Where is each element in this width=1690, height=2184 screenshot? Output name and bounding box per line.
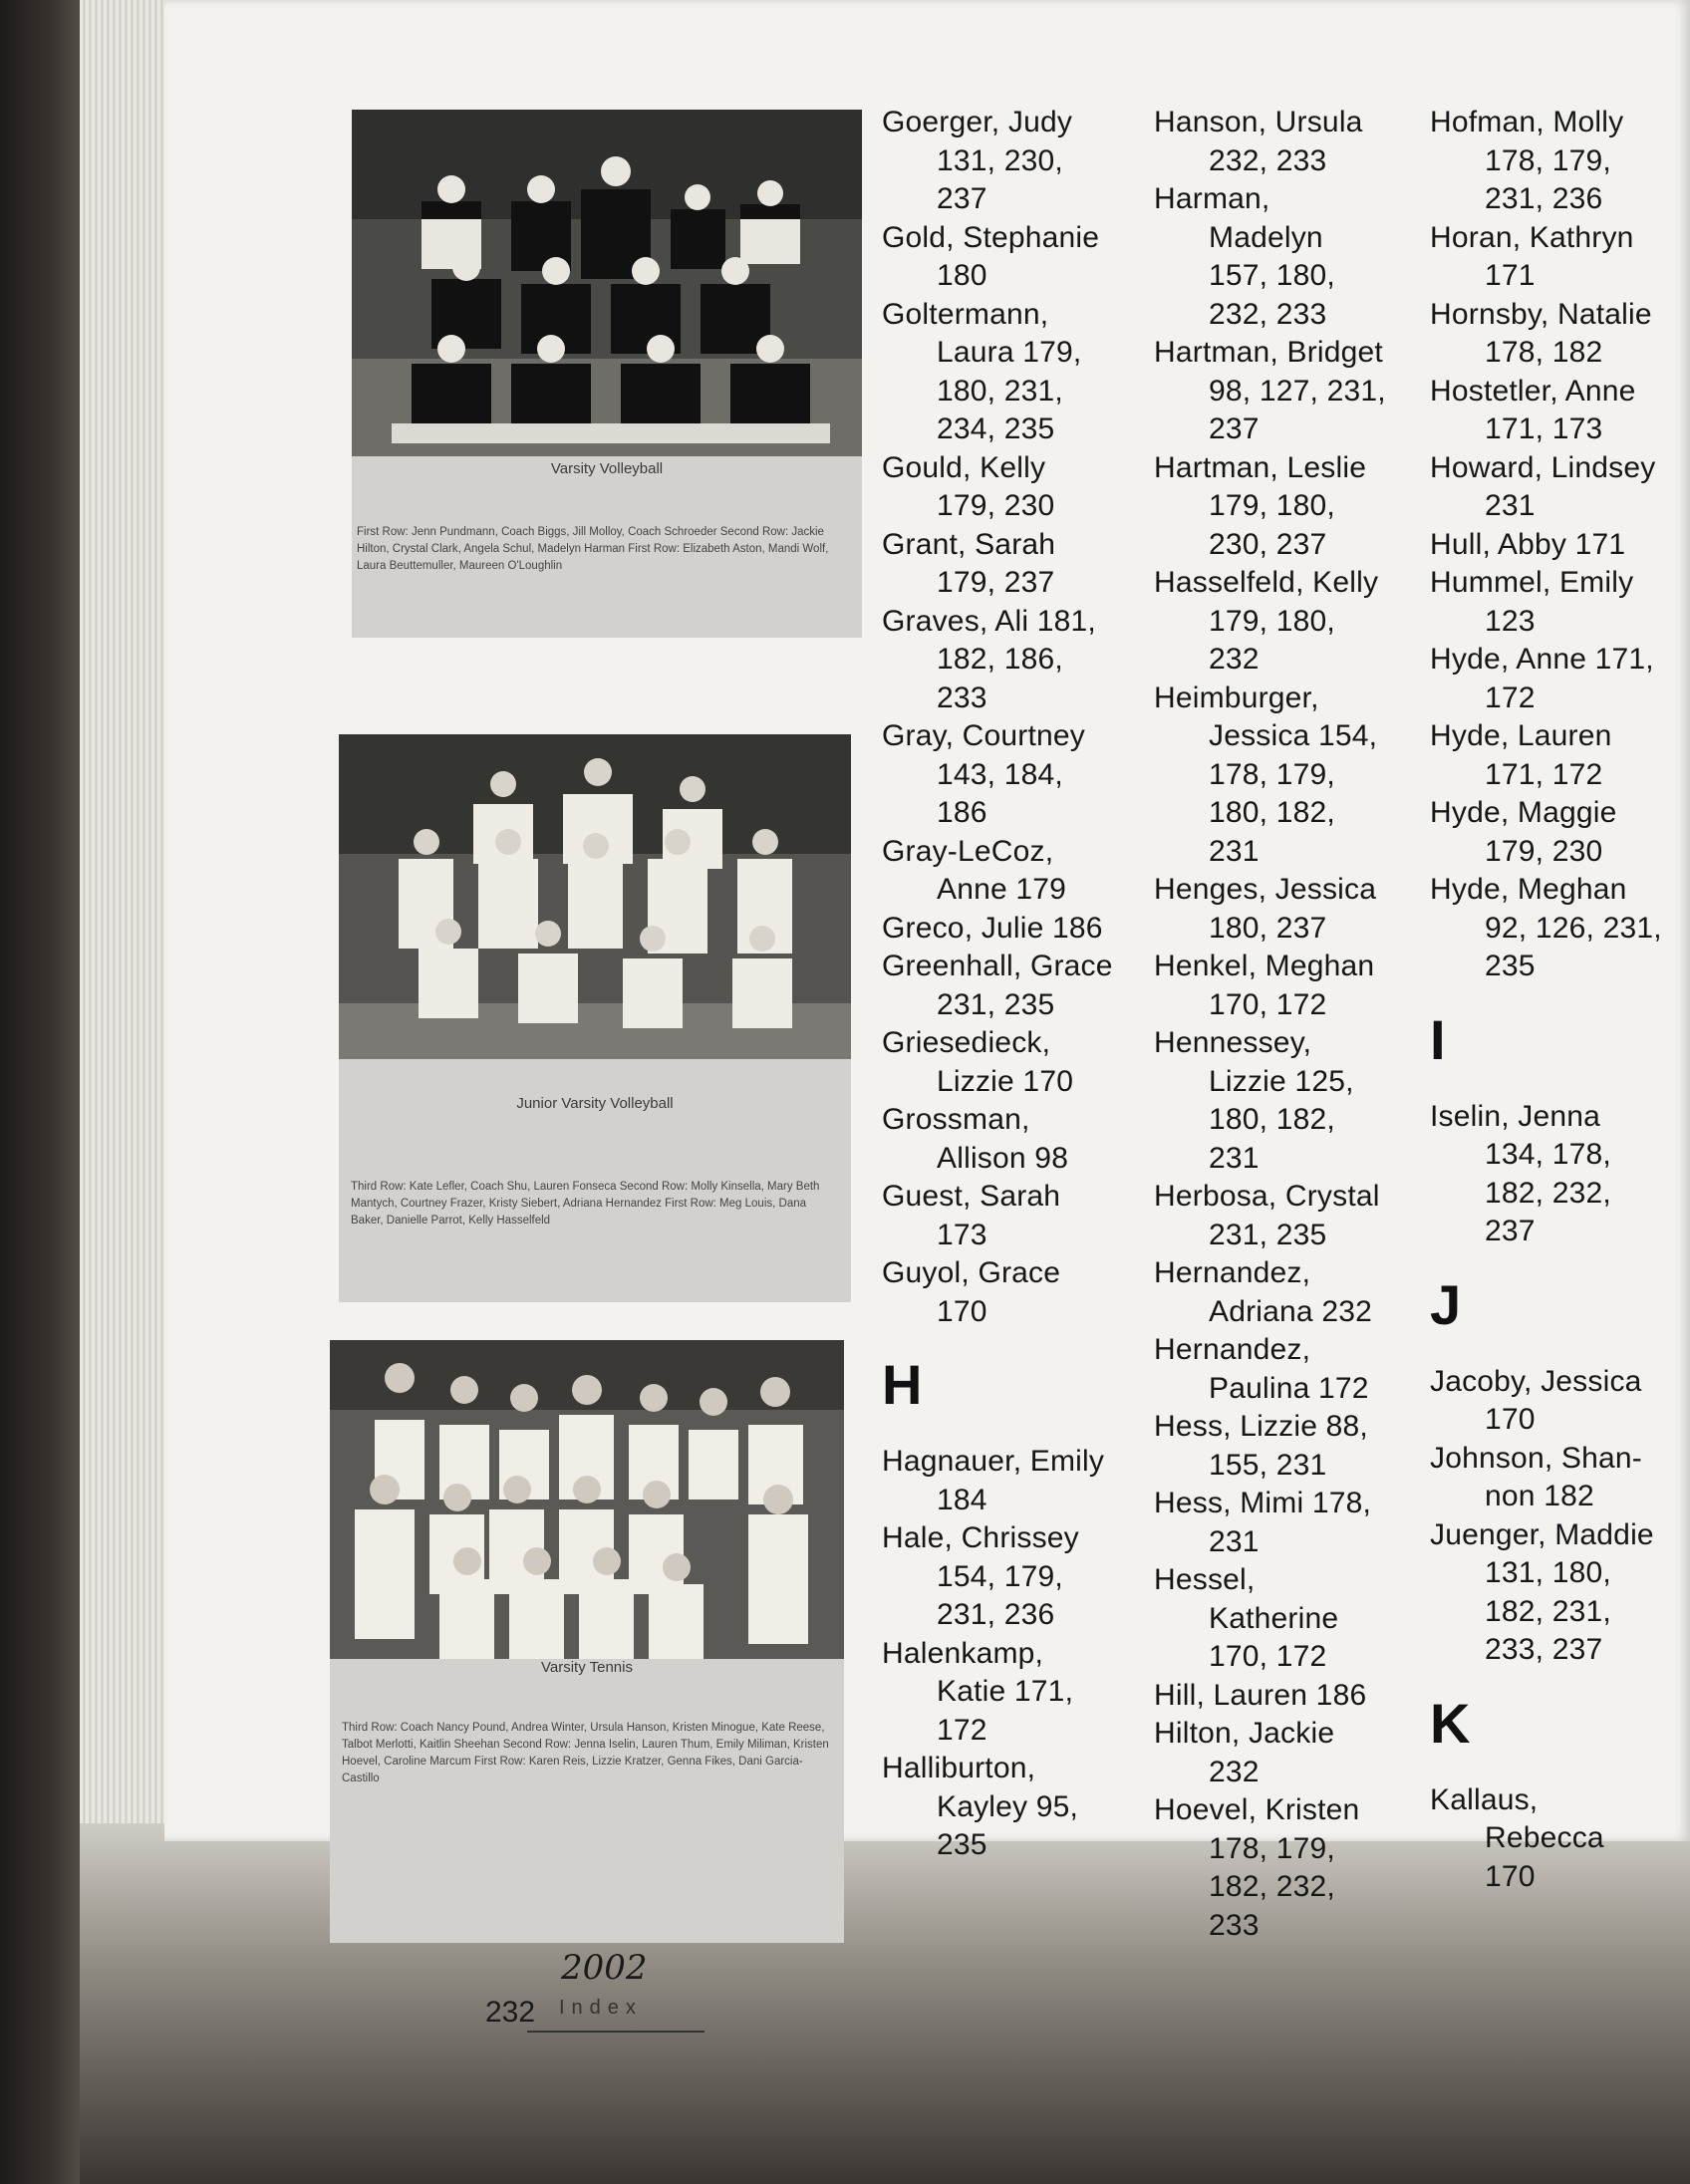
index-entry-pages: non 182 bbox=[1485, 1480, 1594, 1512]
index-entry-pages: 234, 235 bbox=[937, 412, 1055, 445]
yearbook-page bbox=[164, 0, 1690, 2029]
index-entry-pages: Lizzie 125, bbox=[1209, 1064, 1354, 1098]
index-entry bbox=[1430, 1440, 1689, 1516]
index-entry bbox=[882, 526, 1141, 603]
index-entry-pages: 231, 235 bbox=[1209, 1218, 1327, 1251]
index-entry bbox=[1430, 794, 1689, 871]
index-entry-pages: 172 bbox=[937, 1713, 987, 1747]
index-entry bbox=[1154, 948, 1423, 1024]
index-entry-pages: 231, 235 bbox=[937, 987, 1055, 1021]
index-entry-pages: Kayley 95, bbox=[937, 1789, 1079, 1823]
index-entry-name: Greco, Julie 186 bbox=[882, 911, 1103, 945]
index-entry-pages: 232, 233 bbox=[1209, 297, 1327, 331]
index-entry-pages: Madelyn bbox=[1209, 220, 1323, 254]
index-entry-name: Hagnauer, Emily bbox=[882, 1445, 1105, 1478]
index-entry bbox=[1154, 1485, 1423, 1561]
index-entry-name: Herbosa, Crystal bbox=[1154, 1180, 1380, 1213]
index-entry-pages: 123 bbox=[1485, 604, 1536, 638]
index-entry-name: Henges, Jessica bbox=[1154, 873, 1377, 906]
index-entry bbox=[1430, 1781, 1689, 1897]
index-entry-pages: 232 bbox=[1209, 1755, 1260, 1788]
index-entry bbox=[882, 1443, 1141, 1519]
index-entry-pages: 179, 180, bbox=[1209, 489, 1335, 522]
index-entry-pages: 134, 178, bbox=[1485, 1138, 1611, 1171]
index-entry-name: Goltermann, bbox=[882, 297, 1049, 331]
index-entry bbox=[1154, 1791, 1423, 1945]
index-entry-name: Hull, Abby 171 bbox=[1430, 527, 1626, 561]
index-entry-name: Gould, Kelly bbox=[882, 450, 1046, 484]
index-entry-name: Iselin, Jenna bbox=[1430, 1099, 1601, 1133]
index-entry bbox=[1430, 219, 1689, 296]
index-entry bbox=[1430, 526, 1689, 565]
index-entry bbox=[1154, 1254, 1423, 1331]
index-entry-name: Kallaus, bbox=[1430, 1782, 1539, 1816]
index-entry-name: Grant, Sarah bbox=[882, 527, 1056, 561]
index-entry bbox=[1154, 1677, 1423, 1716]
index-entry bbox=[1154, 449, 1423, 565]
index-entry-name: Goerger, Judy bbox=[882, 106, 1073, 138]
photo-panel-varsity-volleyball bbox=[352, 110, 862, 638]
index-entry-pages: 179, 230 bbox=[937, 489, 1055, 522]
index-entry-pages: 170, 172 bbox=[1209, 1640, 1327, 1673]
section-label: Index bbox=[559, 1997, 643, 2019]
photo-panel-junior-varsity-volleyball bbox=[339, 734, 851, 1302]
index-entry-name: Halenkamp, bbox=[882, 1636, 1044, 1670]
index-entry bbox=[882, 219, 1141, 296]
index-entry bbox=[882, 104, 1141, 219]
index-entry-pages: 173 bbox=[937, 1218, 987, 1251]
index-entry-pages: 179, 180, bbox=[1209, 604, 1335, 638]
index-entry-name: Heimburger, bbox=[1154, 681, 1319, 714]
index-column-1 bbox=[882, 104, 1141, 1865]
index-entry-pages: 178, 179, bbox=[1485, 143, 1611, 177]
index-entry-name: Henkel, Meghan bbox=[1154, 950, 1375, 982]
index-entry-pages: 170 bbox=[1485, 1859, 1536, 1893]
index-entry-pages: 172 bbox=[1485, 681, 1536, 714]
index-entry-pages: 170 bbox=[937, 1294, 987, 1328]
index-entry bbox=[882, 833, 1141, 910]
index-entry-name: Hyde, Anne 171, bbox=[1430, 643, 1654, 676]
index-entry-pages: 178, 182 bbox=[1485, 336, 1603, 369]
index-entry-pages: 233 bbox=[937, 681, 987, 714]
photo-title: Varsity Tennis bbox=[541, 1659, 633, 1676]
index-entry-pages: 233, 237 bbox=[1485, 1633, 1603, 1666]
index-entry bbox=[882, 603, 1141, 718]
index-entry-pages: 180, 182, bbox=[1209, 1103, 1335, 1136]
photo-caption: First Row: Jenn Pundmann, Coach Biggs, Jill Molloy, Coach Schroeder Second Row: Jackie Hilton, Crystal Clark, Angela Schul, Madelyn Harman First Row: Elizabeth Aston, Mandi Wolf, Laura Beuttemuller, Maureen O'Loughlin bbox=[357, 526, 829, 572]
index-entry-pages: 231 bbox=[1485, 489, 1536, 522]
index-entry-pages: Paulina 172 bbox=[1209, 1371, 1369, 1405]
index-entry-name: Johnson, Shan- bbox=[1430, 1441, 1642, 1475]
index-entry-pages: 231 bbox=[1209, 834, 1260, 868]
index-entry bbox=[1154, 680, 1423, 872]
index-entry-name: Hyde, Maggie bbox=[1430, 796, 1617, 829]
index-column-2 bbox=[1154, 104, 1423, 1945]
index-entry-pages: 182, 232, bbox=[1209, 1870, 1335, 1903]
index-entry-name: Hummel, Emily bbox=[1430, 566, 1634, 599]
page-edges bbox=[80, 0, 169, 1853]
index-entry bbox=[1154, 871, 1423, 948]
index-entry-pages: Katie 171, bbox=[937, 1675, 1074, 1708]
index-entry-name: Juenger, Maddie bbox=[1430, 1517, 1654, 1551]
index-entry bbox=[882, 1750, 1141, 1865]
team-photo bbox=[352, 110, 862, 456]
photo-caption: Third Row: Coach Nancy Pound, Andrea Winter, Ursula Hanson, Kristen Minogue, Kate Reese, Talbot Merlotti, Kaitlin Sheehan Second Row: Jenna Iselin, Lauren Thum, Emily Miliman, Kristen Hoevel, Caroline Marcum First Row: Karen Reis, Lizzie Kratzer, Genna Fikes, Dani Garcia-Castillo bbox=[342, 1722, 829, 1784]
index-entry-pages: Laura 179, bbox=[937, 336, 1082, 369]
index-entry-pages: 170 bbox=[1485, 1403, 1536, 1436]
index-entry-pages: 230, 237 bbox=[1209, 527, 1327, 561]
index-entry bbox=[882, 717, 1141, 833]
index-entry bbox=[1430, 1098, 1689, 1251]
index-entry-pages: 233 bbox=[1209, 1908, 1260, 1942]
index-entry-pages: Lizzie 170 bbox=[937, 1064, 1074, 1098]
index-entry-pages: 131, 230, bbox=[937, 143, 1063, 177]
index-entry-pages: 231 bbox=[1209, 1141, 1260, 1175]
index-entry-pages: 143, 184, bbox=[937, 757, 1063, 791]
index-entry-name: Grossman, bbox=[882, 1103, 1030, 1136]
index-entry-pages: 157, 180, bbox=[1209, 259, 1335, 292]
index-entry-name: Hessel, bbox=[1154, 1563, 1256, 1596]
index-entry bbox=[882, 296, 1141, 449]
index-entry-name: Gray, Courtney bbox=[882, 719, 1085, 752]
index-entry-pages: Rebecca bbox=[1485, 1821, 1604, 1854]
index-entry-pages: 231 bbox=[1209, 1524, 1260, 1558]
index-entry-pages: 182, 232, bbox=[1485, 1176, 1611, 1210]
index-entry-name: Griesedieck, bbox=[882, 1026, 1051, 1059]
index-entry-pages: 232, 233 bbox=[1209, 143, 1327, 177]
index-entry-pages: 171, 172 bbox=[1485, 757, 1603, 791]
index-entry-pages: 179, 230 bbox=[1485, 834, 1603, 868]
index-column-3 bbox=[1430, 104, 1689, 1896]
index-entry-pages: Anne 179 bbox=[937, 873, 1067, 906]
index-entry-pages: 92, 126, 231, bbox=[1485, 911, 1662, 945]
index-entry-pages: 180, 237 bbox=[1209, 911, 1327, 945]
index-entry-pages: 237 bbox=[1209, 412, 1260, 445]
index-entry bbox=[1430, 449, 1689, 526]
index-entry-pages: 186 bbox=[937, 796, 987, 829]
index-entry-name: Hartman, Bridget bbox=[1154, 336, 1383, 369]
index-entry-pages: 170, 172 bbox=[1209, 987, 1327, 1021]
index-entry-name: Harman, bbox=[1154, 182, 1270, 215]
index-entry bbox=[1154, 180, 1423, 334]
index-entry-pages: 154, 179, bbox=[937, 1559, 1063, 1593]
index-entry bbox=[1430, 104, 1689, 219]
index-entry bbox=[1154, 1024, 1423, 1178]
index-entry-pages: 235 bbox=[1485, 950, 1536, 982]
index-entry bbox=[1430, 641, 1689, 717]
photo-caption: Third Row: Kate Lefler, Coach Shu, Lauren Fonseca Second Row: Molly Kinsella, Mary Beth Mantych, Courtney Frazer, Kristy Siebert, Adriana Hernandez First Row: Meg Louis, Dana Baker, Danielle Parrot, Kelly Hasselfeld bbox=[351, 1181, 820, 1227]
team-photo bbox=[330, 1340, 844, 1659]
index-entry-name: Hofman, Molly bbox=[1430, 106, 1624, 138]
index-entry-pages: 180 bbox=[937, 259, 987, 292]
team-photo bbox=[339, 734, 851, 1059]
photo-title: Junior Varsity Volleyball bbox=[516, 1095, 674, 1112]
index-entry-pages: 180, 231, bbox=[937, 374, 1063, 408]
index-entry-name: Guyol, Grace bbox=[882, 1256, 1061, 1289]
index-entry-pages: 178, 179, bbox=[1209, 757, 1335, 791]
index-entry-name: Hyde, Meghan bbox=[1430, 873, 1627, 906]
index-entry-name: Hill, Lauren 186 bbox=[1154, 1678, 1367, 1712]
photo-title: Varsity Volleyball bbox=[550, 460, 664, 477]
index-entry-name: Hyde, Lauren bbox=[1430, 719, 1612, 752]
index-entry-name: Greenhall, Grace bbox=[882, 950, 1113, 982]
index-entry bbox=[1154, 1331, 1423, 1408]
index-entry bbox=[1430, 717, 1689, 794]
index-entry-pages: 180, 182, bbox=[1209, 796, 1335, 829]
index-entry-pages: 155, 231 bbox=[1209, 1448, 1327, 1482]
index-entry-name: Gray-LeCoz, bbox=[882, 834, 1054, 868]
index-entry bbox=[882, 948, 1141, 1024]
index-entry bbox=[882, 1635, 1141, 1751]
index-entry bbox=[1430, 1516, 1689, 1670]
index-entry bbox=[1430, 564, 1689, 641]
index-entry bbox=[1154, 1178, 1423, 1254]
book-binding bbox=[0, 0, 88, 2184]
index-entry bbox=[1154, 334, 1423, 449]
index-entry-pages: 231, 236 bbox=[937, 1598, 1055, 1631]
index-entry-name: Hennessey, bbox=[1154, 1026, 1312, 1059]
index-entry-pages: 184 bbox=[937, 1483, 987, 1516]
index-entry bbox=[882, 910, 1141, 949]
footer-rule bbox=[527, 2031, 704, 2033]
index-entry-name: Hornsby, Natalie bbox=[1430, 297, 1652, 331]
index-entry bbox=[1430, 373, 1689, 449]
index-entry-name: Jacoby, Jessica bbox=[1430, 1364, 1642, 1398]
index-entry-name: Gold, Stephanie bbox=[882, 220, 1100, 254]
photo-panel-varsity-tennis bbox=[330, 1340, 844, 1943]
index-entry-pages: Adriana 232 bbox=[1209, 1294, 1372, 1328]
index-entry-pages: 182, 231, bbox=[1485, 1594, 1611, 1628]
letter-heading-h: H bbox=[882, 1353, 923, 1416]
index-entry bbox=[882, 1024, 1141, 1101]
index-entry-pages: Jessica 154, bbox=[1209, 719, 1378, 752]
index-entry-name: Hanson, Ursula bbox=[1154, 106, 1363, 138]
index-entry-pages: 171, 173 bbox=[1485, 412, 1603, 445]
index-entry bbox=[882, 1178, 1141, 1254]
index-entry bbox=[882, 1519, 1141, 1635]
page-number: 232 bbox=[485, 1996, 536, 2029]
handwritten-year: 2002 bbox=[561, 1948, 648, 1988]
index-entry bbox=[1154, 104, 1423, 180]
index-entry-name: Hernandez, bbox=[1154, 1333, 1311, 1366]
index-entry-name: Hess, Mimi 178, bbox=[1154, 1487, 1372, 1519]
index-entry bbox=[1154, 1715, 1423, 1791]
index-entry-name: Graves, Ali 181, bbox=[882, 604, 1096, 638]
index-entry-name: Hostetler, Anne bbox=[1430, 374, 1636, 408]
index-entry bbox=[1430, 296, 1689, 373]
index-entry-pages: 179, 237 bbox=[937, 566, 1055, 599]
index-entry-pages: 237 bbox=[937, 182, 987, 215]
index-entry-pages: 98, 127, 231, bbox=[1209, 374, 1386, 408]
index-entry bbox=[1154, 1408, 1423, 1485]
index-entry-pages: 235 bbox=[937, 1828, 987, 1861]
index-entry bbox=[1154, 1561, 1423, 1677]
index-entry-name: Hartman, Leslie bbox=[1154, 450, 1367, 484]
index-entry-name: Hess, Lizzie 88, bbox=[1154, 1410, 1368, 1443]
index-entry-pages: 171 bbox=[1485, 259, 1536, 292]
index-entry-name: Halliburton, bbox=[882, 1752, 1036, 1784]
index-entry-name: Hasselfeld, Kelly bbox=[1154, 566, 1379, 599]
index-entry-name: Hilton, Jackie bbox=[1154, 1717, 1335, 1750]
index-entry-name: Horan, Kathryn bbox=[1430, 220, 1634, 254]
index-entry bbox=[882, 449, 1141, 526]
letter-heading-k: K bbox=[1430, 1691, 1471, 1755]
index-entry bbox=[882, 1254, 1141, 1331]
index-entry-pages: Katherine bbox=[1209, 1601, 1339, 1635]
index-entry-name: Hernandez, bbox=[1154, 1256, 1311, 1289]
index-entry-pages: 231, 236 bbox=[1485, 182, 1603, 215]
index-entry bbox=[882, 1101, 1141, 1178]
index-entry bbox=[1430, 1363, 1689, 1440]
index-entry bbox=[1154, 564, 1423, 680]
index-entry-pages: 131, 180, bbox=[1485, 1556, 1611, 1589]
index-entry-pages: 182, 186, bbox=[937, 643, 1063, 676]
index-entry-pages: Allison 98 bbox=[937, 1141, 1069, 1175]
index-entry-name: Howard, Lindsey bbox=[1430, 450, 1656, 484]
index-entry-pages: 237 bbox=[1485, 1215, 1536, 1247]
index-entry-pages: 178, 179, bbox=[1209, 1831, 1335, 1865]
index-entry bbox=[1430, 871, 1689, 986]
letter-heading-i: I bbox=[1430, 1007, 1446, 1071]
letter-heading-j: J bbox=[1430, 1272, 1462, 1336]
index-entry-name: Hale, Chrissey bbox=[882, 1521, 1079, 1554]
index-entry-name: Hoevel, Kristen bbox=[1154, 1793, 1360, 1826]
index-entry-pages: 232 bbox=[1209, 643, 1260, 676]
index-entry-name: Guest, Sarah bbox=[882, 1180, 1061, 1213]
